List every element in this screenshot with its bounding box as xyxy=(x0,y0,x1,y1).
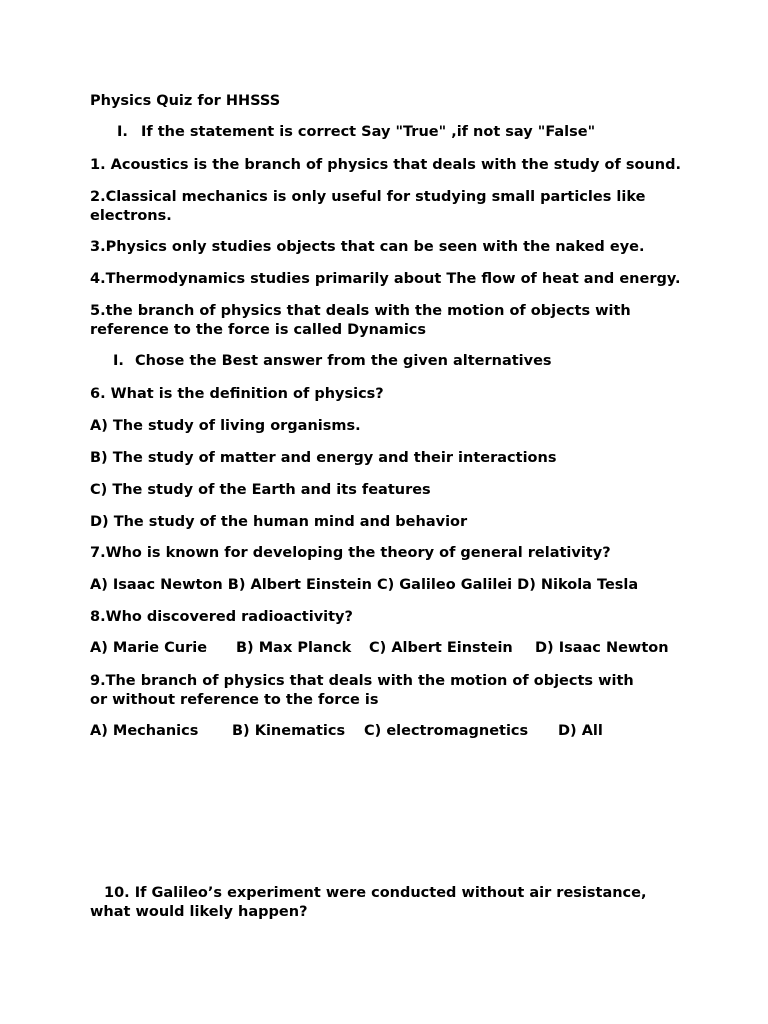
statement-1: 1. Acoustics is the branch of physics that deals with the study of sound. xyxy=(90,157,681,173)
question-9: 9.The branch of physics that deals with the motion of objects with or without reference to the force is xyxy=(90,673,634,708)
section2-instruction: Chose the Best answer from the given alternatives xyxy=(135,353,552,369)
q9-option-c: C) electromagnetics xyxy=(364,723,529,739)
q6-option-c: C) The study of the Earth and its features xyxy=(90,482,431,498)
q6-option-b: B) The study of matter and energy and their interactions xyxy=(90,450,557,466)
q9-option-d: D) All xyxy=(558,723,603,739)
q9-option-a: A) Mechanics xyxy=(90,723,199,739)
q8-option-c: C) Albert Einstein xyxy=(369,640,513,656)
statement-5: 5.the branch of physics that deals with the motion of objects with reference to the force is called Dynamics xyxy=(90,303,631,338)
question-6: 6. What is the definition of physics? xyxy=(90,386,384,402)
section1-instruction: If the statement is correct Say "True" ,if not say "False" xyxy=(141,124,596,140)
statement-4: 4.Thermodynamics studies primarily about The flow of heat and energy. xyxy=(90,271,681,287)
q8-option-a: A) Marie Curie xyxy=(90,640,208,656)
q8-option-b: B) Max Planck xyxy=(236,640,352,656)
document-title: Physics Quiz for HHSSS xyxy=(90,93,281,109)
q8-option-d: D) Isaac Newton xyxy=(535,640,669,656)
q9-option-b: B) Kinematics xyxy=(232,723,346,739)
question-10: 10. If Galileo’s experiment were conducted without air resistance, what would likely happen? xyxy=(90,885,647,920)
q7-options: A) Isaac Newton B) Albert Einstein C) Galileo Galilei D) Nikola Tesla xyxy=(90,577,639,593)
section2-numeral: I. xyxy=(113,353,124,369)
statement-2: 2.Classical mechanics is only useful for studying small particles like electrons. xyxy=(90,189,646,224)
q6-option-a: A) The study of living organisms. xyxy=(90,418,361,434)
q6-option-d: D) The study of the human mind and behavior xyxy=(90,514,468,530)
question-7: 7.Who is known for developing the theory of general relativity? xyxy=(90,545,611,561)
question-8: 8.Who discovered radioactivity? xyxy=(90,609,353,625)
section1-numeral: I. xyxy=(117,124,128,140)
statement-3: 3.Physics only studies objects that can be seen with the naked eye. xyxy=(90,239,645,255)
